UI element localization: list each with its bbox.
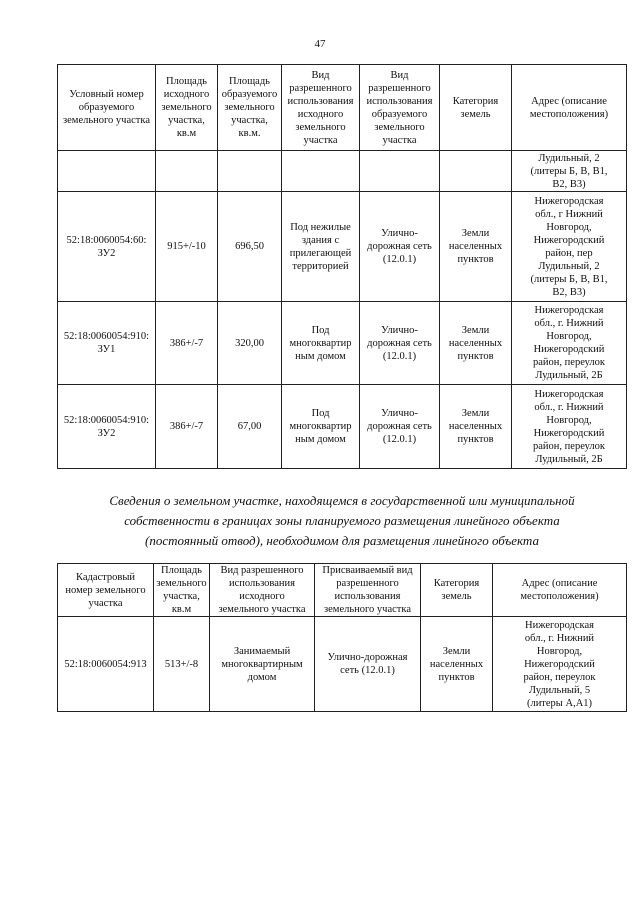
table-header-row bbox=[58, 65, 627, 151]
cell-text-line: домом bbox=[247, 671, 277, 683]
cell-text-line: участка, bbox=[163, 591, 200, 602]
cell-text-line: разрешенного bbox=[368, 82, 431, 94]
table-header-row bbox=[58, 564, 627, 617]
cell-text-line: населенных bbox=[448, 421, 503, 432]
cell-text-line: кв.м bbox=[171, 604, 192, 615]
cell-text-line: Нижегородская bbox=[534, 305, 604, 316]
cell-text-line: разрешенного bbox=[336, 578, 399, 589]
table-cell bbox=[440, 302, 512, 385]
cell-text-line: 52:18:0060054:60: bbox=[66, 234, 147, 246]
cell-text-line: обл., г Нижний bbox=[535, 208, 603, 220]
heading-line: собственности в границах зоны планируемого размещения линейного объекта bbox=[124, 513, 560, 528]
cell-text-line: ным домом bbox=[295, 350, 346, 362]
cell-text-line: земельного участка bbox=[324, 604, 411, 615]
table-cell bbox=[282, 302, 360, 385]
header-cell bbox=[282, 65, 360, 151]
cell-text-line: здания с bbox=[301, 234, 340, 246]
cell-text-line: использования bbox=[229, 578, 295, 589]
cell-text-line: 320,00 bbox=[235, 337, 264, 349]
cell-text-line: Категория bbox=[452, 95, 499, 107]
cell-text-line: использования bbox=[366, 95, 433, 107]
cell-text-line: ЗУ2 bbox=[97, 247, 116, 259]
table-cell bbox=[512, 192, 627, 302]
cell-text-line: Под bbox=[311, 324, 330, 336]
cell-text-line: Улично- bbox=[381, 324, 418, 336]
cell-text-line: район, переулок bbox=[523, 671, 596, 683]
cell-text-line: Новгород, bbox=[546, 331, 592, 342]
cell-text-line: пунктов bbox=[457, 254, 494, 265]
cell-text-line: Улично- bbox=[381, 228, 418, 239]
cell-text-line: исходного bbox=[239, 591, 285, 602]
cell-text-line: Новгород, bbox=[536, 645, 583, 657]
cell-text-line: пунктов bbox=[457, 434, 494, 445]
cell-text-line: образуемого bbox=[221, 89, 278, 100]
heading-line: Сведения о земельном участке, находящемся в государственной или муниципальной bbox=[109, 493, 575, 508]
cell-text-line: Нижегородский bbox=[533, 344, 605, 355]
cell-text-line: В2, В3) bbox=[552, 286, 586, 298]
cell-text-line: номер земельного bbox=[65, 584, 146, 596]
cell-text-line: территорией bbox=[292, 260, 349, 272]
cell-text-line: Земли bbox=[442, 645, 471, 657]
table-cell bbox=[218, 302, 282, 385]
cell-text-line: земель bbox=[460, 108, 491, 120]
table-cell bbox=[218, 192, 282, 302]
cell-text-line: использования bbox=[287, 95, 354, 107]
cell-text-line: 67,00 bbox=[237, 421, 262, 432]
table-cell bbox=[360, 385, 440, 469]
table-cell bbox=[512, 385, 627, 469]
cell-text-line: Новгород, bbox=[546, 221, 592, 233]
header-cell bbox=[440, 65, 512, 151]
cell-text-line: использования bbox=[334, 591, 401, 602]
table-cell bbox=[58, 385, 156, 469]
cell-text-line: Нижегородская bbox=[534, 388, 604, 400]
section-heading bbox=[50, 491, 634, 551]
cell-text-line: населенных bbox=[448, 337, 503, 349]
cell-text-line: Занимаемый bbox=[233, 645, 291, 657]
cell-text-line: Улично-дорожная bbox=[327, 652, 408, 663]
cell-text-line: участка, bbox=[231, 115, 268, 126]
cell-text-line: Лудильный, 5 bbox=[528, 684, 591, 696]
cell-text-line: Нижегородский bbox=[524, 658, 595, 670]
cell-text-line: район, пер bbox=[545, 247, 593, 259]
cell-text-line: Земли bbox=[461, 408, 490, 419]
cell-text-line: Земли bbox=[461, 324, 490, 336]
table-cell bbox=[440, 151, 512, 192]
cell-text-line: участка bbox=[382, 134, 417, 146]
cell-text-line: Лудильный, 2 bbox=[538, 260, 600, 272]
cell-text-line: 915+/-10 bbox=[167, 241, 206, 252]
table-cell bbox=[315, 617, 421, 712]
table-cell bbox=[58, 192, 156, 302]
table-cell bbox=[282, 385, 360, 469]
table-cell bbox=[360, 192, 440, 302]
cell-text-line: 52:18:0060054:910: bbox=[63, 414, 150, 426]
cell-text-line: Адрес (описание bbox=[531, 95, 607, 107]
cell-text-line: (литеры Б, В, В1, bbox=[530, 165, 608, 177]
cell-text-line: Лудильный, 2Б bbox=[535, 370, 603, 381]
table-cell bbox=[440, 192, 512, 302]
table-cell bbox=[512, 151, 627, 192]
cell-text-line: образуемого bbox=[78, 102, 135, 113]
cell-text-line: Присваиваемый вид bbox=[322, 565, 413, 576]
cell-text-line: местоположения) bbox=[529, 108, 609, 120]
cell-text-line: населенных bbox=[429, 658, 484, 670]
cell-text-line: Лудильный, 2Б bbox=[535, 453, 603, 465]
header-cell bbox=[156, 65, 218, 151]
table-cell bbox=[154, 617, 210, 712]
header-cell bbox=[210, 564, 315, 617]
cell-text-line: многоквартир bbox=[289, 421, 352, 432]
cell-text-line: Нижегородская bbox=[534, 195, 604, 207]
cell-text-line: пунктов bbox=[457, 350, 494, 362]
cell-text-line: Вид разрешенного bbox=[220, 565, 304, 576]
header-cell bbox=[512, 65, 627, 151]
header-cell bbox=[493, 564, 627, 617]
cell-text-line: земельного bbox=[295, 121, 346, 133]
table-cell bbox=[218, 151, 282, 192]
header-cell bbox=[421, 564, 493, 617]
cell-text-line: многоквартирным bbox=[221, 658, 303, 670]
cell-text-line: Земли bbox=[461, 228, 490, 239]
cell-text-line: земельного bbox=[156, 578, 207, 589]
cell-text-line: Кадастровый bbox=[75, 571, 136, 583]
cell-text-line: В2, В3) bbox=[552, 178, 586, 190]
header-cell bbox=[218, 65, 282, 151]
cell-text-line: Нижегородский bbox=[533, 427, 605, 439]
cell-text-line: кв.м. bbox=[238, 128, 261, 139]
cell-text-line: дорожная сеть bbox=[367, 421, 432, 432]
cell-text-line: местоположения) bbox=[520, 591, 599, 602]
table-row bbox=[58, 385, 627, 469]
cell-text-line: 696,50 bbox=[235, 241, 264, 252]
cell-text-line: обл., г. Нижний bbox=[534, 318, 604, 329]
cell-text-line: обл., г. Нижний bbox=[534, 401, 604, 413]
cell-text-line: населенных bbox=[448, 241, 503, 252]
cell-text-line: Условный номер bbox=[69, 89, 144, 100]
heading-line: (постоянный отвод), необходимом для размещения линейного объекта bbox=[145, 533, 539, 548]
cell-text-line: кв.м bbox=[176, 128, 197, 139]
cell-text-line: (12.0.1) bbox=[382, 254, 417, 265]
header-cell bbox=[315, 564, 421, 617]
cell-text-line: ным домом bbox=[295, 434, 346, 445]
cell-text-line: Нижегородская bbox=[525, 619, 594, 631]
table-cell bbox=[156, 302, 218, 385]
cell-text-line: Под bbox=[311, 408, 330, 419]
cell-text-line: Под нежилые bbox=[290, 221, 351, 233]
cell-text-line: Категория bbox=[433, 578, 480, 589]
cell-text-line: земельного участка bbox=[218, 604, 306, 615]
table-cell bbox=[282, 192, 360, 302]
table-cell bbox=[210, 617, 315, 712]
cell-text-line: земельного bbox=[224, 102, 275, 113]
header-cell bbox=[360, 65, 440, 151]
table-row bbox=[58, 192, 627, 302]
cell-text-line: дорожная сеть bbox=[367, 337, 432, 349]
cell-text-line: 52:18:0060054:913 bbox=[64, 658, 147, 670]
table-cell bbox=[58, 617, 154, 712]
cell-text-line: Площадь bbox=[161, 565, 202, 576]
table-cell bbox=[440, 385, 512, 469]
table-cell bbox=[421, 617, 493, 712]
cell-text-line: Лудильный, 2 bbox=[538, 152, 600, 164]
cell-text-line: 386+/-7 bbox=[169, 421, 204, 432]
table-cell bbox=[156, 385, 218, 469]
cell-text-line: исходного bbox=[163, 89, 210, 100]
table-row bbox=[58, 617, 627, 712]
cell-text-line: ЗУ1 bbox=[97, 344, 116, 355]
cell-text-line: дорожная сеть bbox=[367, 241, 432, 252]
cell-text-line: земельного участка bbox=[63, 115, 150, 126]
header-cell bbox=[58, 564, 154, 617]
table-cell bbox=[58, 151, 156, 192]
table-cell bbox=[58, 302, 156, 385]
cell-text-line: участка bbox=[88, 597, 123, 609]
table-cell bbox=[282, 151, 360, 192]
table-cell bbox=[360, 302, 440, 385]
cell-text-line: (12.0.1) bbox=[382, 434, 417, 445]
cell-text-line: земельного bbox=[374, 121, 425, 133]
table-cell bbox=[156, 192, 218, 302]
cell-text-line: Вид bbox=[311, 69, 330, 81]
table-cell bbox=[493, 617, 627, 712]
cell-text-line: Нижегородский bbox=[533, 234, 605, 246]
cell-text-line: земельного bbox=[161, 102, 212, 113]
cell-text-line: участка bbox=[303, 134, 338, 146]
cell-text-line: 513+/-8 bbox=[164, 658, 199, 670]
cell-text-line: 386+/-7 bbox=[169, 337, 204, 349]
cell-text-line: участка, bbox=[168, 115, 205, 126]
table-cell bbox=[360, 151, 440, 192]
state-land-plot-table bbox=[57, 563, 627, 712]
table-cell bbox=[218, 385, 282, 469]
cell-text-line: прилегающей bbox=[289, 247, 352, 259]
cell-text-line: Адрес (описание bbox=[521, 578, 598, 589]
cell-text-line: образуемого bbox=[371, 108, 428, 120]
cell-text-line: район, переулок bbox=[533, 440, 605, 452]
cell-text-line: (литеры Б, В, В1, bbox=[530, 273, 608, 285]
cell-text-line: исходного bbox=[297, 108, 344, 120]
cell-text-line: Площадь bbox=[229, 76, 270, 87]
cell-text-line: Площадь bbox=[166, 76, 207, 87]
cell-text-line: ЗУ2 bbox=[97, 427, 116, 439]
header-cell bbox=[58, 65, 156, 151]
cell-text-line: район, переулок bbox=[533, 357, 605, 368]
cell-text-line: обл., г. Нижний bbox=[524, 632, 595, 644]
cell-text-line: Новгород, bbox=[546, 414, 592, 426]
header-cell bbox=[154, 564, 210, 617]
table-row bbox=[58, 151, 627, 192]
cell-text-line: пунктов bbox=[438, 671, 475, 683]
cell-text-line: многоквартир bbox=[289, 337, 352, 349]
cell-text-line: (12.0.1) bbox=[382, 350, 417, 362]
table-row bbox=[58, 302, 627, 385]
cell-text-line: Вид bbox=[390, 69, 409, 81]
table-cell bbox=[512, 302, 627, 385]
cell-text-line: земель bbox=[441, 591, 472, 602]
cell-text-line: разрешенного bbox=[289, 82, 352, 94]
cell-text-line: 52:18:0060054:910: bbox=[63, 331, 150, 342]
page-number: 47 bbox=[314, 38, 326, 50]
land-plots-table bbox=[57, 64, 627, 469]
cell-text-line: (литеры А,А1) bbox=[526, 697, 593, 709]
table-cell bbox=[156, 151, 218, 192]
cell-text-line: Улично- bbox=[381, 408, 418, 419]
cell-text-line: сеть (12.0.1) bbox=[340, 665, 395, 676]
